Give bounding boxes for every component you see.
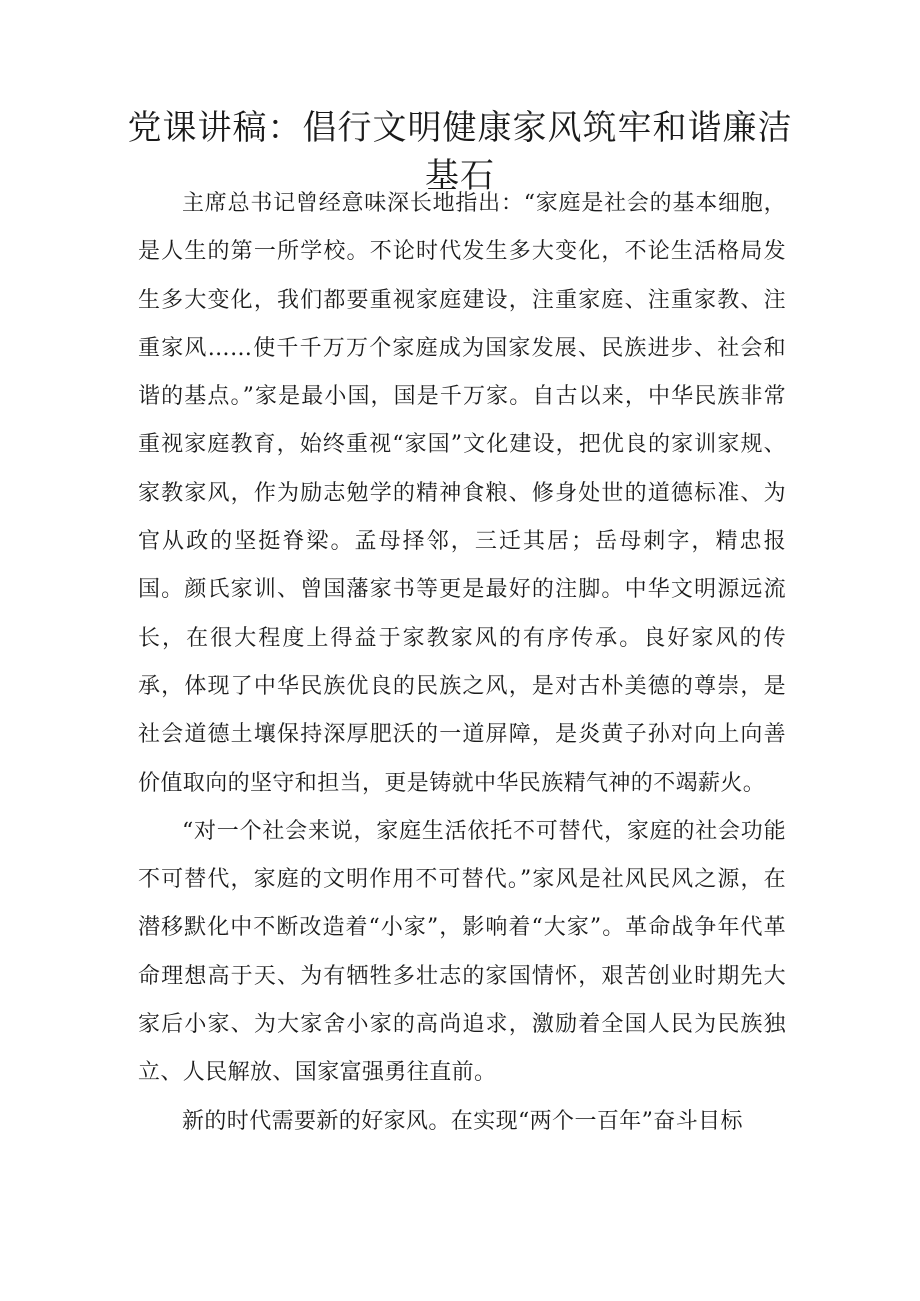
paragraph-1: 主席总书记曾经意味深长地指出：“家庭是社会的基本细胞，是人生的第一所学校。不论时代发生多大变化，不论生活格局发生多大变化，我们都要重视家庭建设，注重家庭、注重家教、注重家风……使千千万万个家庭成为国家发展、民族进步、社会和谐的基点。”家是最小国，国是千万家。自古以来，中华民族非常重视家庭教育，始终重视“家国”文化建设，把优良的家训家规、家教家风，作为励志勉学的精神食粮、修身处世的道德标准、为官从政的坚挺脊梁。孟母择邻，三迁其居；岳母刺字，精忠报国。颜氏家训、曾国藩家书等更是最好的注脚。中华文明源远流长，在很大程度上得益于家教家风的有序传承。良好家风的传承，体现了中华民族优良的民族之风，是对古朴美德的尊崇，是社会道德土壤保持深厚肥沃的一道屏障，是炎黄子孙对向上向善价值取向的坚守和担当，更是铸就中华民族精气神的不竭薪火。 <box>138 191 786 796</box>
document-body <box>138 180 786 1146</box>
title-line-2: 基石 <box>425 156 495 196</box>
title-line-1: 党课讲稿：倡行文明健康家风筑牢和谐廉洁 <box>127 108 793 148</box>
paragraph-2: “对一个社会来说，家庭生活依托不可替代，家庭的社会功能不可替代，家庭的文明作用不可替代。”家风是社风民风之源，在潜移默化中不断改造着“小家”，影响着“大家”。革命战争年代革命理想高于天、为有牺牲多壮志的家国情怀，艰苦创业时期先大家后小家、为大家舍小家的高尚追求，激励着全国人民为民族独立、人民解放、国家富强勇往直前。 <box>138 818 786 1086</box>
paragraph-3: 新的时代需要新的好家风。在实现“两个一百年”奋斗目标 <box>182 1108 743 1134</box>
